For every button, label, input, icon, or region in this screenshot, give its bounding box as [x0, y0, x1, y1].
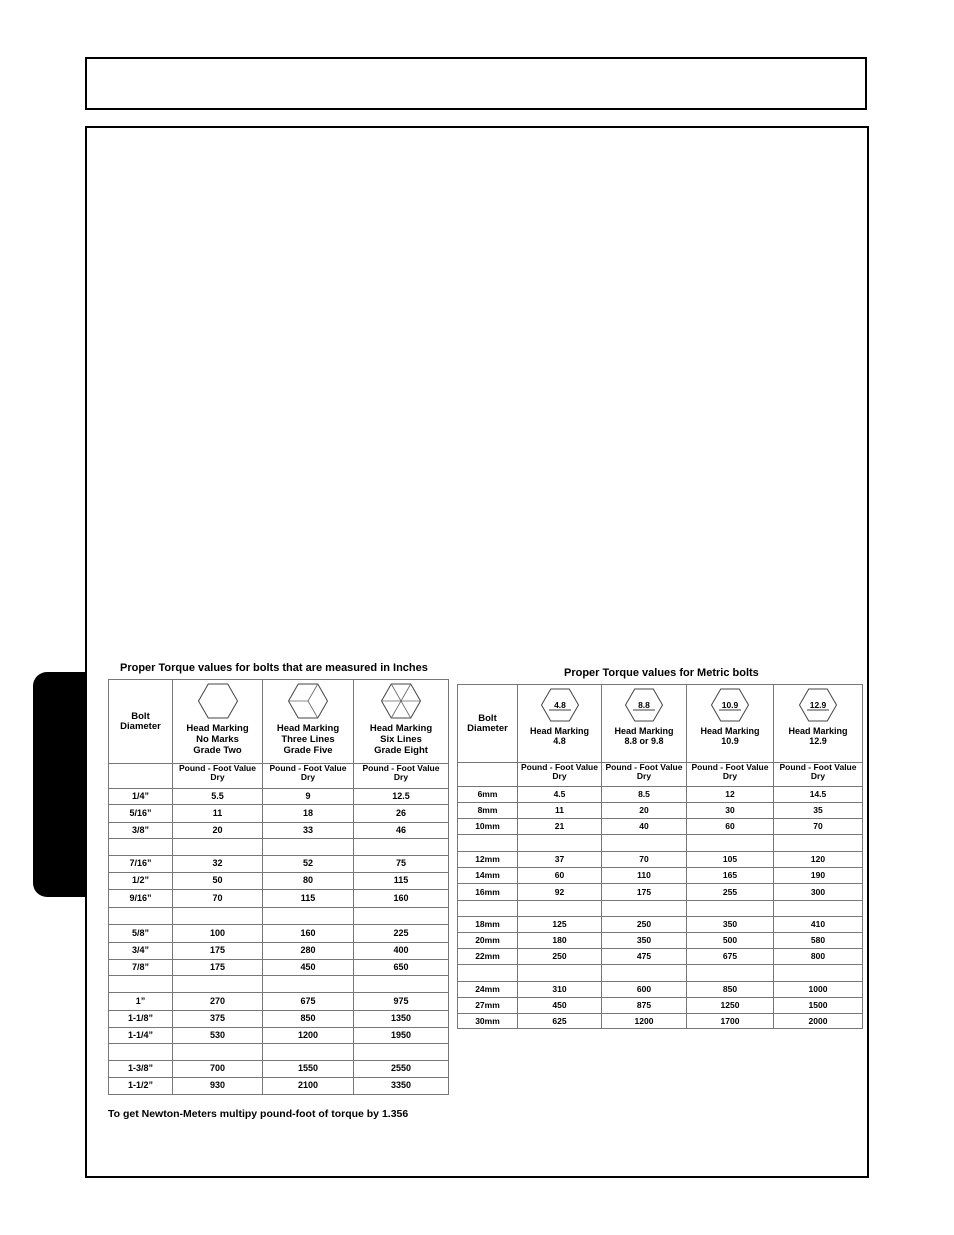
- torque-value-cell: 26: [354, 805, 449, 823]
- torque-value-cell: 280: [263, 943, 354, 960]
- table-row: [109, 839, 449, 856]
- inch-torque-table: [108, 679, 449, 1095]
- torque-value-cell: 115: [263, 890, 354, 908]
- table-row: [458, 819, 863, 835]
- torque-value-cell: 225: [354, 925, 449, 943]
- torque-value-cell: 375: [173, 1011, 263, 1028]
- torque-value-cell: 11: [173, 805, 263, 823]
- table-row: [458, 835, 863, 852]
- torque-value-cell: [774, 965, 863, 982]
- torque-value-cell: 875: [602, 998, 687, 1014]
- metric-unit-header: Pound - Foot Value Dry: [774, 763, 863, 787]
- table-row: [109, 960, 449, 976]
- torque-value-cell: 3350: [354, 1078, 449, 1095]
- torque-value-cell: 410: [774, 917, 863, 933]
- table-row: [109, 1078, 449, 1095]
- torque-value-cell: [263, 908, 354, 925]
- table-row: [458, 949, 863, 965]
- torque-value-cell: 70: [774, 819, 863, 835]
- bolt-size-cell: 24mm: [458, 982, 518, 998]
- torque-value-cell: 850: [687, 982, 774, 998]
- head-marking-label: Head Marking Six Lines Grade Eight: [369, 723, 433, 756]
- torque-value-cell: 75: [354, 856, 449, 873]
- bolt-size-cell: 18mm: [458, 917, 518, 933]
- table-row: [109, 1028, 449, 1044]
- table-row: [458, 933, 863, 949]
- table-row: [109, 789, 449, 805]
- bolt-size-cell: 20mm: [458, 933, 518, 949]
- inch-bolt-diameter-header: Bolt Diameter: [109, 680, 173, 764]
- table-row: [458, 803, 863, 819]
- table-row: [109, 925, 449, 943]
- torque-value-cell: 50: [173, 873, 263, 890]
- torque-value-cell: 2100: [263, 1078, 354, 1095]
- table-row: [458, 982, 863, 998]
- torque-value-cell: 52: [263, 856, 354, 873]
- torque-value-cell: 12.5: [354, 789, 449, 805]
- inch-head-marking-header: [263, 680, 354, 764]
- torque-value-cell: 12: [687, 787, 774, 803]
- torque-value-cell: [687, 901, 774, 917]
- table-row: [458, 1014, 863, 1029]
- bolt-size-cell: [109, 908, 173, 925]
- torque-value-cell: 5.5: [173, 789, 263, 805]
- bolt-size-cell: 1-1/4”: [109, 1028, 173, 1044]
- torque-value-cell: 350: [602, 933, 687, 949]
- torque-value-cell: 60: [687, 819, 774, 835]
- torque-value-cell: [602, 965, 687, 982]
- torque-value-cell: 1000: [774, 982, 863, 998]
- torque-value-cell: 1550: [263, 1061, 354, 1078]
- head-marking-label: Head Marking No Marks Grade Two: [186, 723, 249, 756]
- hex-six-lines-icon: [380, 683, 422, 719]
- torque-value-cell: [173, 976, 263, 993]
- metric-bolt-diameter-header: Bolt Diameter: [458, 685, 518, 763]
- bolt-size-cell: [109, 839, 173, 856]
- torque-value-cell: 1200: [602, 1014, 687, 1029]
- torque-value-cell: 70: [602, 852, 687, 868]
- torque-value-cell: [774, 835, 863, 852]
- bolt-size-cell: 12mm: [458, 852, 518, 868]
- table-row: [458, 852, 863, 868]
- bolt-size-cell: 5/8”: [109, 925, 173, 943]
- torque-value-cell: [518, 835, 602, 852]
- torque-value-cell: 33: [263, 823, 354, 839]
- torque-value-cell: [354, 1044, 449, 1061]
- torque-value-cell: [173, 839, 263, 856]
- torque-value-cell: [687, 835, 774, 852]
- torque-value-cell: 700: [173, 1061, 263, 1078]
- bolt-size-cell: 27mm: [458, 998, 518, 1014]
- table-row: [458, 965, 863, 982]
- torque-value-cell: 40: [602, 819, 687, 835]
- torque-value-cell: [173, 1044, 263, 1061]
- torque-value-cell: 270: [173, 993, 263, 1011]
- head-marking-label: Head Marking 4.8: [529, 726, 589, 746]
- bolt-size-cell: [109, 1044, 173, 1061]
- torque-value-cell: 475: [602, 949, 687, 965]
- bolt-size-cell: 1/4”: [109, 789, 173, 805]
- metric-unit-header: Pound - Foot Value Dry: [602, 763, 687, 787]
- bolt-size-cell: 14mm: [458, 868, 518, 884]
- torque-value-cell: [263, 1044, 354, 1061]
- table-row: [109, 890, 449, 908]
- torque-value-cell: 175: [173, 943, 263, 960]
- torque-value-cell: [263, 976, 354, 993]
- torque-value-cell: 350: [687, 917, 774, 933]
- torque-value-cell: 11: [518, 803, 602, 819]
- bolt-size-cell: 30mm: [458, 1014, 518, 1029]
- table-row: [458, 868, 863, 884]
- torque-value-cell: 100: [173, 925, 263, 943]
- table-row: [109, 1044, 449, 1061]
- bolt-size-cell: 7/16”: [109, 856, 173, 873]
- torque-value-cell: [687, 965, 774, 982]
- torque-value-cell: 180: [518, 933, 602, 949]
- metric-torque-table: [457, 684, 863, 1029]
- bolt-size-cell: 3/8”: [109, 823, 173, 839]
- table-row: [458, 787, 863, 803]
- torque-value-cell: 930: [173, 1078, 263, 1095]
- table-row: [109, 1061, 449, 1078]
- hex-no-marks-icon: [197, 683, 239, 719]
- torque-value-cell: 160: [354, 890, 449, 908]
- torque-value-cell: 20: [602, 803, 687, 819]
- bolt-size-cell: 16mm: [458, 884, 518, 901]
- torque-value-cell: 2000: [774, 1014, 863, 1029]
- bolt-size-cell: 3/4”: [109, 943, 173, 960]
- bolt-size-cell: 1”: [109, 993, 173, 1011]
- hex-12-9-icon: [798, 688, 838, 722]
- hex-4-8-icon: [540, 688, 580, 722]
- bolt-size-cell: [458, 901, 518, 917]
- bolt-size-cell: 1/2”: [109, 873, 173, 890]
- torque-value-cell: 105: [687, 852, 774, 868]
- torque-value-cell: 46: [354, 823, 449, 839]
- torque-value-cell: 580: [774, 933, 863, 949]
- header-box: [85, 57, 867, 110]
- bolt-size-cell: 10mm: [458, 819, 518, 835]
- metric-table-title: Proper Torque values for Metric bolts: [564, 667, 759, 679]
- inch-table-title: Proper Torque values for bolts that are measured in Inches: [120, 662, 428, 674]
- torque-value-cell: 500: [687, 933, 774, 949]
- torque-value-cell: [518, 965, 602, 982]
- inch-head-marking-header: [173, 680, 263, 764]
- table-row: [458, 901, 863, 917]
- table-row: [458, 917, 863, 933]
- torque-value-cell: 14.5: [774, 787, 863, 803]
- torque-value-cell: 80: [263, 873, 354, 890]
- torque-value-cell: 255: [687, 884, 774, 901]
- torque-value-cell: 37: [518, 852, 602, 868]
- empty-cell: [109, 764, 173, 789]
- bolt-size-cell: 1-1/2”: [109, 1078, 173, 1095]
- head-mark-label: 10.9: [721, 700, 739, 710]
- torque-value-cell: 310: [518, 982, 602, 998]
- torque-value-cell: 300: [774, 884, 863, 901]
- head-marking-label: Head Marking 12.9: [788, 726, 848, 746]
- torque-value-cell: 35: [774, 803, 863, 819]
- table-row: [109, 823, 449, 839]
- torque-value-cell: 120: [774, 852, 863, 868]
- section-tab: [33, 672, 85, 897]
- inch-unit-header: Pound - Foot Value Dry: [354, 764, 449, 789]
- torque-value-cell: 190: [774, 868, 863, 884]
- torque-value-cell: [263, 839, 354, 856]
- metric-head-marking-header: [602, 685, 687, 763]
- metric-unit-header: Pound - Foot Value Dry: [687, 763, 774, 787]
- torque-value-cell: 625: [518, 1014, 602, 1029]
- torque-value-cell: 20: [173, 823, 263, 839]
- bolt-size-cell: 7/8”: [109, 960, 173, 976]
- torque-value-cell: 400: [354, 943, 449, 960]
- table-row: [109, 976, 449, 993]
- empty-cell: [458, 763, 518, 787]
- bolt-size-cell: 22mm: [458, 949, 518, 965]
- torque-value-cell: [774, 901, 863, 917]
- head-mark-label: 4.8: [553, 700, 566, 710]
- table-row: [109, 805, 449, 823]
- torque-value-cell: 675: [263, 993, 354, 1011]
- torque-value-cell: 450: [518, 998, 602, 1014]
- torque-value-cell: [602, 835, 687, 852]
- torque-value-cell: 675: [687, 949, 774, 965]
- torque-value-cell: 250: [518, 949, 602, 965]
- head-marking-label: Head Marking Three Lines Grade Five: [276, 723, 340, 756]
- metric-head-marking-header: [518, 685, 602, 763]
- torque-value-cell: 1950: [354, 1028, 449, 1044]
- torque-value-cell: 850: [263, 1011, 354, 1028]
- head-mark-label: 8.8: [638, 700, 650, 710]
- torque-value-cell: 115: [354, 873, 449, 890]
- bolt-size-cell: 1-3/8”: [109, 1061, 173, 1078]
- torque-value-cell: 1350: [354, 1011, 449, 1028]
- torque-value-cell: 530: [173, 1028, 263, 1044]
- bolt-size-cell: 1-1/8”: [109, 1011, 173, 1028]
- inch-head-marking-header: [354, 680, 449, 764]
- torque-value-cell: 450: [263, 960, 354, 976]
- table-row: [109, 908, 449, 925]
- torque-value-cell: 1200: [263, 1028, 354, 1044]
- bolt-size-cell: 9/16”: [109, 890, 173, 908]
- torque-value-cell: [173, 908, 263, 925]
- hex-10-9-icon: [710, 688, 750, 722]
- inch-unit-header: Pound - Foot Value Dry: [173, 764, 263, 789]
- torque-value-cell: 2550: [354, 1061, 449, 1078]
- conversion-note: To get Newton-Meters multipy pound-foot of torque by 1.356: [108, 1108, 409, 1120]
- torque-value-cell: 18: [263, 805, 354, 823]
- torque-value-cell: [602, 901, 687, 917]
- torque-value-cell: 250: [602, 917, 687, 933]
- torque-value-cell: 800: [774, 949, 863, 965]
- bolt-size-cell: [109, 976, 173, 993]
- bolt-size-cell: 5/16”: [109, 805, 173, 823]
- torque-value-cell: 1700: [687, 1014, 774, 1029]
- torque-value-cell: 1250: [687, 998, 774, 1014]
- torque-value-cell: 1500: [774, 998, 863, 1014]
- torque-value-cell: 32: [173, 856, 263, 873]
- torque-value-cell: [518, 901, 602, 917]
- head-mark-label: 12.9: [809, 700, 827, 710]
- torque-value-cell: [354, 839, 449, 856]
- torque-value-cell: 600: [602, 982, 687, 998]
- hex-three-lines-icon: [287, 683, 329, 719]
- metric-unit-header: Pound - Foot Value Dry: [518, 763, 602, 787]
- torque-value-cell: 165: [687, 868, 774, 884]
- head-marking-label: Head Marking 8.8 or 9.8: [614, 726, 674, 746]
- torque-value-cell: [354, 976, 449, 993]
- torque-value-cell: 9: [263, 789, 354, 805]
- torque-value-cell: 125: [518, 917, 602, 933]
- torque-value-cell: 70: [173, 890, 263, 908]
- torque-value-cell: 92: [518, 884, 602, 901]
- torque-value-cell: 110: [602, 868, 687, 884]
- torque-value-cell: 8.5: [602, 787, 687, 803]
- torque-value-cell: 21: [518, 819, 602, 835]
- bolt-size-cell: 8mm: [458, 803, 518, 819]
- torque-value-cell: 4.5: [518, 787, 602, 803]
- table-row: [109, 856, 449, 873]
- inch-unit-header: Pound - Foot Value Dry: [263, 764, 354, 789]
- bolt-size-cell: [458, 965, 518, 982]
- torque-value-cell: 160: [263, 925, 354, 943]
- metric-head-marking-header: [774, 685, 863, 763]
- torque-value-cell: [354, 908, 449, 925]
- table-row: [109, 1011, 449, 1028]
- table-row: [109, 943, 449, 960]
- table-row: [458, 998, 863, 1014]
- metric-head-marking-header: [687, 685, 774, 763]
- torque-value-cell: 30: [687, 803, 774, 819]
- torque-value-cell: 60: [518, 868, 602, 884]
- table-row: [109, 993, 449, 1011]
- torque-value-cell: 975: [354, 993, 449, 1011]
- bolt-size-cell: [458, 835, 518, 852]
- torque-value-cell: 175: [173, 960, 263, 976]
- table-row: [109, 873, 449, 890]
- table-row: [458, 884, 863, 901]
- head-marking-label: Head Marking 10.9: [700, 726, 760, 746]
- torque-value-cell: 175: [602, 884, 687, 901]
- bolt-size-cell: 6mm: [458, 787, 518, 803]
- hex-8-8-icon: [624, 688, 664, 722]
- torque-value-cell: 650: [354, 960, 449, 976]
